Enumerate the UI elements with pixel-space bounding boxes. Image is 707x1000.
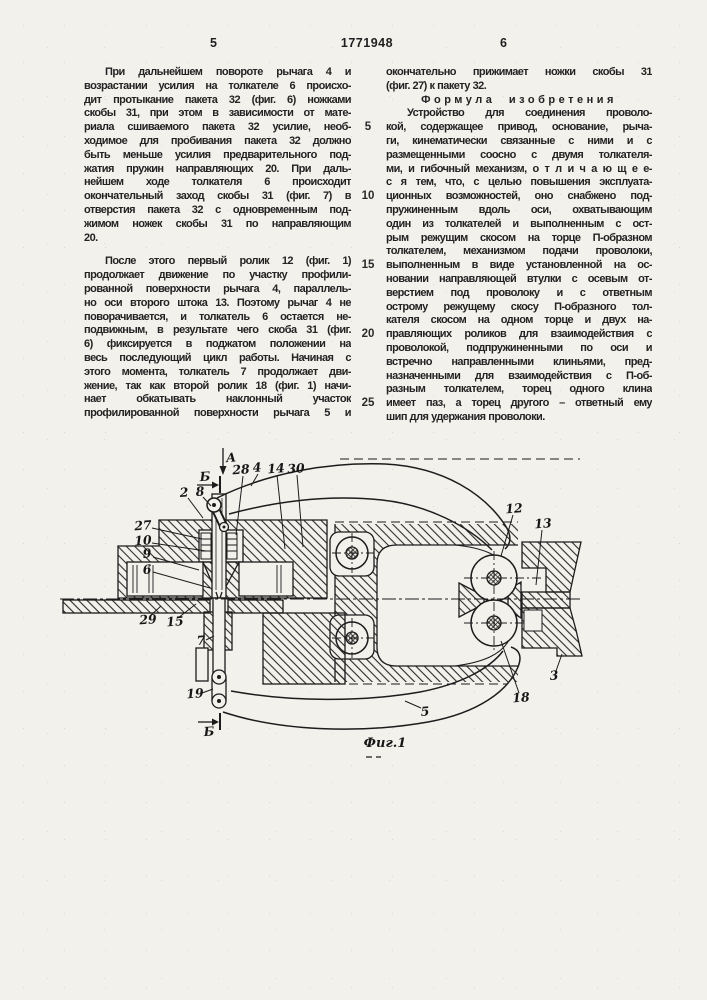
figure-caption: Фиг.1 [363,736,407,751]
text-line: проволокой, подпружиненными по оси и [386,341,652,354]
paragraph [386,107,652,424]
figure-part-label: 9 [142,545,152,562]
line-number: 20 [361,328,375,340]
text-line: верстием под проволоку и с ответным [386,286,652,299]
text-line: имеет паз, а торец другого – ответный ему [386,397,652,410]
text-line: (фиг. 27) к пакету 32. [386,79,487,92]
patent-figure [50,440,700,770]
text-line: 20. [84,231,98,244]
text-line: продолжает движение по участку профили- [84,269,351,282]
figure-part-label: 28 [231,461,251,478]
paragraph [386,66,652,94]
figure-part-label: 14 [266,460,286,477]
page-number-right: 6 [500,36,508,50]
text-line: новании направляющей втулки с осевым от- [386,272,652,285]
text-line: рованной поверхности рычага 4, параллель- [84,282,351,295]
figure-part-label: 7 [196,632,206,649]
figure-part-label: 12 [504,500,524,517]
figure-part-label: 6 [142,561,152,578]
text-line: 6) фиксируется в поджатом положении на [84,338,351,351]
formula-heading: Формула изобретения [421,93,617,106]
text-line: профилированной поверхности рычага 5 и [84,407,351,420]
figure-part-label: 13 [533,515,553,532]
figure-part-label: 2 [179,484,189,501]
text-line: ционных возможностей, оно снабжено под- [386,190,652,203]
text-line: дит протыкание пакета 32 (фиг. 6) ножками [84,93,351,106]
text-line: ги, кинематически связанные с ними и с [386,134,652,147]
paragraph [84,255,351,421]
figure-part-label: 15 [165,613,185,630]
figure-part-label: 4 [252,459,262,476]
figure-part-label: 5 [420,703,430,720]
text-line: нает обкатывать наклонный участок [84,393,351,406]
text-line: кателя скосом на одном торце и двух на- [386,314,652,327]
text-line: встречно направленными клиньями, пред- [386,355,652,368]
figure-drawing [50,440,700,770]
text-line: скобы 31, при этом в зависимости от мате- [84,107,351,120]
text-line: окончательный заход скобы 31 (фиг. 7) в [84,190,351,203]
figure-part-label: 19 [185,685,205,702]
text-line: Устройство для соединения проволо- [407,107,652,120]
text-line: рым режущим скосом на торце П-образном [386,231,652,244]
text-line: разным толкателем, торец одного клина [386,383,652,396]
figure-part-label: 3 [549,667,559,684]
figure-part-label: 10 [133,532,153,549]
text-line: этого момента, толкатель 7 продолжает дви- [84,365,351,378]
text-line: острому режущему скосу П-образного тол- [386,300,652,313]
figure-part-label: Б [199,468,211,485]
figure-part-label: 30 [286,460,306,477]
text-line: жатия пружин направляющих 20. При даль- [84,162,351,175]
page-number-left: 5 [210,36,218,50]
text-line: жение, так как второй ролик 18 (фиг. 1) начи- [84,379,351,392]
text-line: подвижным, в результате чего скоба 31 (фиг. [84,324,351,337]
text-line: нейшем ходе толкателя 6 происходит [84,176,351,189]
text-line: окончательно прижимает ножки скобы 31 [386,66,652,78]
text-line: отверстия пакета 32 с одновременным под- [84,203,351,216]
line-number: 25 [361,397,375,409]
text-line: весь последующий цикл работы. Начиная с [84,351,351,364]
text-line: риала сшиваемого пакета 32 усилие, необ- [84,121,351,134]
text-line: При дальнейшем повороте рычага 4 и [105,66,351,78]
text-line: один из толкателей и выполненным с ост- [386,217,652,230]
text-line: шип для удержания проволоки. [386,410,545,423]
line-number: 10 [361,190,375,202]
line-number: 15 [361,259,375,271]
text-line: После этого первый ролик 12 (фиг. 1) [105,255,351,268]
text-line: кой, содержащее привод, основание, рыча- [386,121,652,134]
figure-part-label: 18 [511,689,531,706]
text-column-right [386,66,652,425]
text-line: поворачивается, и толкатель 6 остается не- [84,310,351,323]
line-number: 5 [364,121,372,133]
paragraph [84,66,351,245]
figure-part-label: 8 [195,483,205,500]
text-line: быть меньше усилия предварительного под- [84,148,351,161]
text-column-left [84,66,351,421]
text-line: размещенными соосно с двумя толкателя- [386,148,652,161]
figure-geometry [60,448,583,757]
text-line: ми, и гибочный механизм, о т л и ч а ю щ е е- [386,162,652,175]
text-line: пружиненным вдоль оси, охватывающим [386,203,652,216]
figure-part-label: Б [203,723,215,740]
text-line: толкателем, механизмом подачи проволоки, [386,245,652,258]
figure-part-label: 29 [138,611,158,628]
text-line: правляющих роликов для взаимодействия с [386,328,652,341]
text-line: выполненным в виде установленной на ос- [386,259,652,272]
text-line: жимом ножек скобы 31 по направляющим [84,217,351,230]
figure-part-label: A [225,449,237,466]
patent-number: 1771948 [340,36,394,50]
text-line: назначенными для взаимодействия с П-об- [386,369,652,382]
figure-part-label: 27 [133,517,153,534]
text-line: ходимое для пробивания пакета 32 должно [84,134,351,147]
text-line: с я тем, что, с целью повышения эксплуата- [386,176,652,189]
text-line: но оси второго штока 13. Поэтому рычаг 4 не [84,296,351,309]
text-line: возрастании усилия на толкателе 6 происхо- [84,79,351,92]
